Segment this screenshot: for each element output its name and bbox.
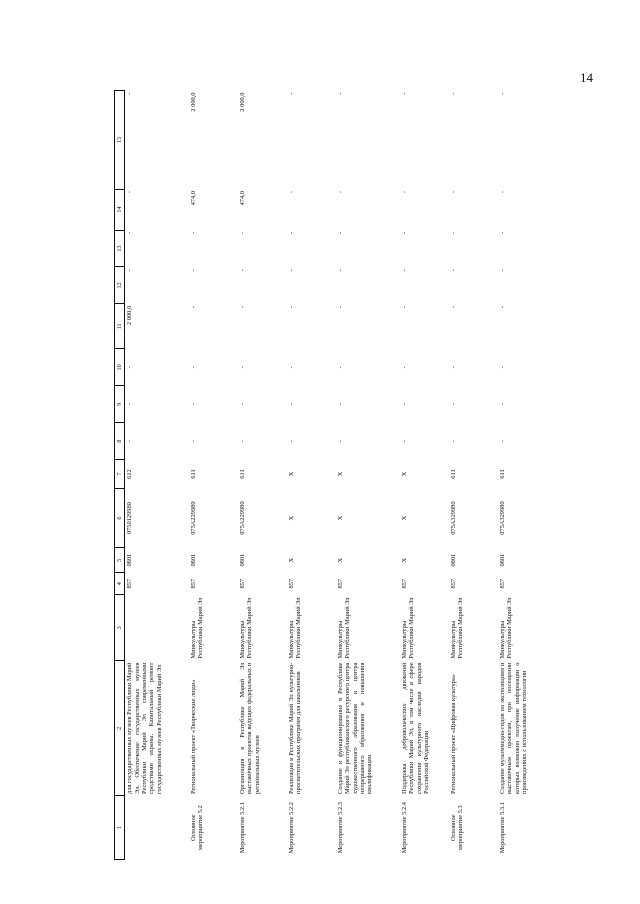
cell-col-2: Региональный проект «Цифровая культура» [449,674,457,794]
cell-col-3: Минкультуры Республики Марий Эл [400,597,416,659]
cell-col-12: - [400,268,408,272]
cell-col-15: - [287,92,295,95]
cell-col-14: - [400,191,408,194]
cell-col-12: - [336,268,344,272]
cell-col-5: X [336,557,344,563]
cell-col-7: 612 [126,469,134,479]
cell-col-2: Реализация в Республике Марий Эл культурно-просветительских программ для школьников [287,662,303,794]
cell-col-9: - [287,403,295,406]
cell-col-15: - [126,92,134,95]
cell-col-4: 857 [400,578,408,589]
column-header-11: 11 [115,304,125,349]
cell-col-12: - [189,268,197,272]
cell-col-11: - [238,305,246,308]
cell-col-6: 075A229980 [189,501,197,535]
cell-col-9: - [400,403,408,406]
table-row [498,91,562,860]
cell-col-7: 611 [238,469,246,479]
column-header-9: 9 [115,386,125,423]
cell-col-4: 857 [498,578,506,589]
cell-col-11: - [498,305,506,308]
cell-col-12: - [238,268,246,272]
budget-table [114,90,562,860]
cell-col-3: Минкультуры Республики Марий Эл [189,597,205,659]
cell-col-1: Основное мероприятие 5.2 [189,805,205,851]
column-number-header [115,91,125,860]
cell-col-12: - [126,268,134,272]
cell-col-6: 075A329980 [449,501,457,535]
cell-col-10: - [189,366,197,369]
cell-col-14: - [287,191,295,194]
cell-col-8: - [449,440,457,443]
column-header-2: 2 [115,661,125,796]
cell-col-13: - [498,232,506,235]
cell-col-2: для государственных музеев Республики Марий Эл. Обеспечение государственных музеев Республики Марий Эл современными средствами охраны. Капитальный ремонт государственных музеев Республики Марий Эл [126,662,163,794]
cell-col-9: - [189,403,197,406]
table-row [449,91,498,860]
column-header-15: 15 [115,91,125,190]
cell-col-12: - [498,268,506,272]
table-row [400,91,449,860]
cell-col-6: X [336,515,344,521]
cell-col-2: Создание мультимедиа-гидов по экспозициям и выставочным проектам, при посещении которых возможно получение информации о произведениях с использованием технологии [498,662,528,794]
cell-col-5: X [287,557,295,563]
cell-col-10: - [449,366,457,369]
cell-col-5: 0801 [238,553,246,567]
column-header-4: 4 [115,572,125,595]
cell-col-10: - [126,366,134,369]
cell-col-5: 0801 [126,553,134,567]
cell-col-13: - [287,232,295,235]
cell-col-5: 0801 [449,553,457,567]
cell-col-10: - [287,366,295,369]
cell-col-9: - [336,403,344,406]
table-row [336,91,400,860]
cell-col-6: 075A229980 [238,501,246,535]
cell-col-13: - [126,232,134,235]
cell-col-7: X [336,471,344,477]
cell-col-7: X [287,471,295,477]
cell-col-14: - [449,191,457,194]
cell-col-7: 611 [498,469,506,479]
cell-col-7: 611 [189,469,197,479]
cell-col-2: Организация в Республике Марий Эл выставочных проектов ведущих федеральных и региональных музеев [238,662,261,794]
cell-col-8: - [238,440,246,443]
cell-col-8: - [287,440,295,443]
cell-col-7: X [400,471,408,477]
rotated-table-container [114,90,630,860]
cell-col-13: - [238,232,246,235]
cell-col-5: 0801 [189,553,197,567]
cell-col-8: - [189,440,197,443]
cell-col-1: Мероприятие 5.2.2 [287,802,295,854]
cell-col-15: - [336,92,344,95]
cell-col-9: - [238,403,246,406]
column-header-12: 12 [115,267,125,304]
cell-col-8: - [336,440,344,443]
cell-col-15: - [449,92,457,95]
cell-col-13: - [449,232,457,235]
cell-col-2: Создание и функционирование в Республике Марий Эл республиканского ресурсного центра художественного образования и центра непрерывного образования и повышения квалификации [336,662,374,794]
cell-col-10: - [498,366,506,369]
cell-col-8: - [400,440,408,443]
table-body [125,91,562,860]
cell-col-12: - [449,268,457,272]
column-header-1: 1 [115,796,125,860]
cell-col-2: Региональный проект «Творческие люди» [189,679,197,794]
column-header-10: 10 [115,349,125,386]
cell-col-1: Мероприятие 5.3.1 [498,802,506,854]
column-header-5: 5 [115,548,125,573]
cell-col-1: Мероприятие 5.2.4 [400,802,408,854]
cell-col-13: - [400,232,408,235]
cell-col-1: Мероприятие 5.2.3 [336,802,344,854]
cell-col-4: 857 [287,578,295,589]
cell-col-15: - [498,92,506,95]
cell-col-4: 857 [189,578,197,589]
cell-col-14: 474,0 [189,191,197,206]
cell-col-11: - [449,305,457,308]
cell-col-5: 0801 [498,553,506,567]
cell-col-3: Минкультуры Республики Марий Эл [498,597,514,659]
cell-col-3: Минкультуры Республики Марий Эл [449,597,465,659]
table-row [287,91,336,860]
cell-col-10: - [238,366,246,369]
cell-col-15: 2 000,0 [189,92,197,112]
cell-col-14: - [336,191,344,194]
cell-col-11: - [189,305,197,308]
cell-col-5: X [400,557,408,563]
cell-col-6: 0750129980 [126,502,134,535]
cell-col-14: 474,0 [238,191,246,206]
cell-col-6: 075A329980 [498,501,506,535]
cell-col-11: - [336,305,344,308]
cell-col-11: - [400,305,408,308]
cell-col-4: 857 [336,578,344,589]
cell-col-11: 2 000,0 [126,305,134,326]
cell-col-12: - [287,268,295,272]
cell-col-10: - [336,366,344,369]
cell-col-9: - [498,403,506,406]
table-row [189,91,238,860]
cell-col-7: 611 [449,469,457,479]
column-header-6: 6 [115,488,125,547]
column-header-7: 7 [115,460,125,489]
cell-col-4: 857 [238,578,246,589]
cell-col-1 [125,796,189,860]
page-number: 14 [580,70,593,85]
column-header-13: 13 [115,230,125,267]
cell-col-1: Мероприятие 5.2.1 [238,802,246,854]
table-row [125,91,189,860]
cell-col-9: - [126,403,134,406]
cell-col-15: - [400,92,408,95]
cell-col-11: - [287,305,295,308]
cell-col-10: - [400,366,408,369]
cell-col-3 [125,595,189,661]
cell-col-3: Минкультуры Республики Марий Эл [336,597,352,659]
cell-col-6: X [287,515,295,521]
cell-col-4: 857 [126,578,134,589]
cell-col-1: Основное мероприятие 5.3 [449,805,465,851]
cell-col-4: 857 [449,578,457,589]
cell-col-8: - [498,440,506,443]
table-row [238,91,287,860]
cell-col-14: - [126,191,134,194]
cell-col-13: - [336,232,344,235]
cell-col-14: - [498,191,506,194]
cell-col-3: Минкультуры Республики Марий Эл [287,597,303,659]
column-header-8: 8 [115,423,125,460]
column-header-14: 14 [115,189,125,230]
cell-col-15: 2 000,0 [238,92,246,112]
cell-col-3: Минкультуры Республики Марий Эл [238,597,254,659]
cell-col-9: - [449,403,457,406]
cell-col-2: Поддержка добровольческих движений Республики Марий Эл, в том числе в сфере сохранения культурного наследия народов Российской Федерации [400,662,430,794]
cell-col-6: X [400,515,408,521]
column-header-3: 3 [115,595,125,661]
cell-col-13: - [189,232,197,235]
cell-col-8: - [126,440,134,443]
